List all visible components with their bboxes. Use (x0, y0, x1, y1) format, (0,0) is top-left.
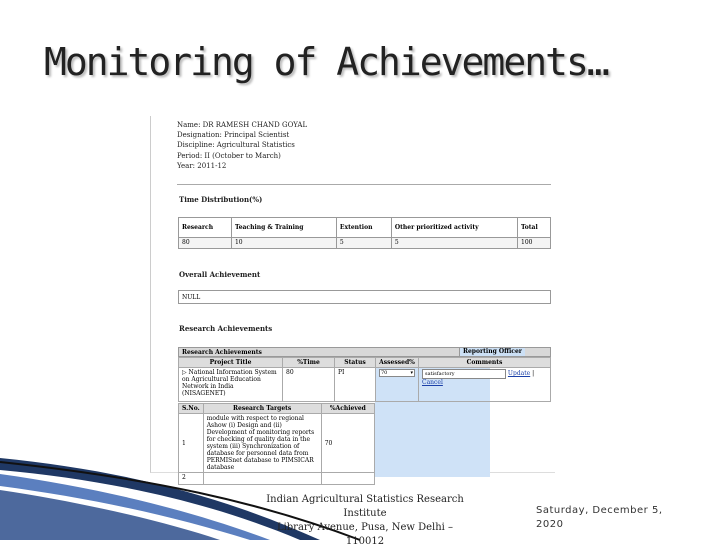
profile-info (177, 120, 307, 171)
assessed-value: 70 (381, 370, 388, 376)
comments-cell (419, 368, 551, 402)
td-value-total: 100 (518, 238, 551, 249)
profile-designation: Designation: Principal Scientist (177, 131, 290, 140)
target-sno: 1 (179, 414, 204, 473)
profile-period: Period: II (October to March) (177, 151, 281, 160)
target-sno: 2 (179, 473, 204, 485)
ra-status: PI (335, 368, 376, 402)
divider (177, 184, 551, 185)
screenshot-panel (150, 116, 555, 481)
footer-line-2: Library Avenue, Pusa, New Delhi – 110012 (276, 522, 454, 547)
research-achievements-bar (178, 347, 551, 357)
td-value-extention: 5 (336, 238, 391, 249)
comment-input[interactable]: satisfactory (422, 369, 506, 379)
target-achieved: 70 (321, 414, 374, 473)
ra-time: 80 (283, 368, 335, 402)
ra-header-status: Status (335, 358, 376, 368)
profile-year: Year: 2011-12 (177, 161, 227, 170)
research-achievements-heading: Research Achievements (179, 324, 273, 333)
ra-header-comments: Comments (419, 358, 551, 368)
time-distribution-heading: Time Distribution(%) (179, 195, 263, 204)
td-header-research: Research (179, 218, 232, 238)
targets-header-achieved: %Achieved (321, 404, 374, 414)
ra-header-title: Project Title (179, 358, 283, 368)
overall-achievement-value: NULL (178, 290, 551, 304)
research-table (178, 357, 551, 402)
slide-date: Saturday, December 5, 2020 (536, 505, 663, 530)
targets-header-target: Research Targets (203, 404, 321, 414)
reporting-officer-label: Reporting Officer (459, 348, 525, 356)
slide-title: Monitoring of Achievements… (44, 40, 608, 84)
td-value-teaching: 10 (231, 238, 336, 249)
td-header-other: Other prioritized activity (391, 218, 517, 238)
overall-achievement-heading: Overall Achievement (179, 270, 261, 279)
cancel-link[interactable]: Cancel (422, 379, 443, 386)
research-bar-label: Research Achievements (182, 349, 262, 356)
td-value-other: 5 (391, 238, 517, 249)
target-text: module with respect to regional Ashow (i) Design and (ii) Development of monitoring reports for checking of quality data in the system (iii) Synchronization of database for personnel data from PERMISnet database to PIMSICAR database (203, 414, 321, 473)
ra-header-time: %Time (283, 358, 335, 368)
td-header-teaching: Teaching & Training (231, 218, 336, 238)
assessed-cell (376, 368, 419, 402)
ra-project-title: ▷ National Information System on Agricultural Education Network in India (NISAGENET) (179, 368, 283, 402)
chevron-down-icon: ▾ (410, 370, 413, 376)
profile-name: Name: DR RAMESH CHAND GOYAL (177, 121, 308, 129)
link-separator: | (532, 370, 535, 377)
targets-header-sno: S.No. (179, 404, 204, 414)
footer-institute (260, 493, 470, 549)
assessed-select[interactable] (379, 369, 415, 377)
td-header-total: Total (518, 218, 551, 238)
td-value-research: 80 (179, 238, 232, 249)
update-link[interactable]: Update (507, 370, 531, 377)
footer-line-1: Indian Agricultural Statistics Research Institute (266, 494, 464, 519)
td-header-extention: Extention (336, 218, 391, 238)
time-distribution-table (178, 217, 551, 249)
ra-header-assessed: Assessed% (376, 358, 419, 368)
profile-discipline: Discipline: Agricultural Statistics (177, 141, 295, 150)
